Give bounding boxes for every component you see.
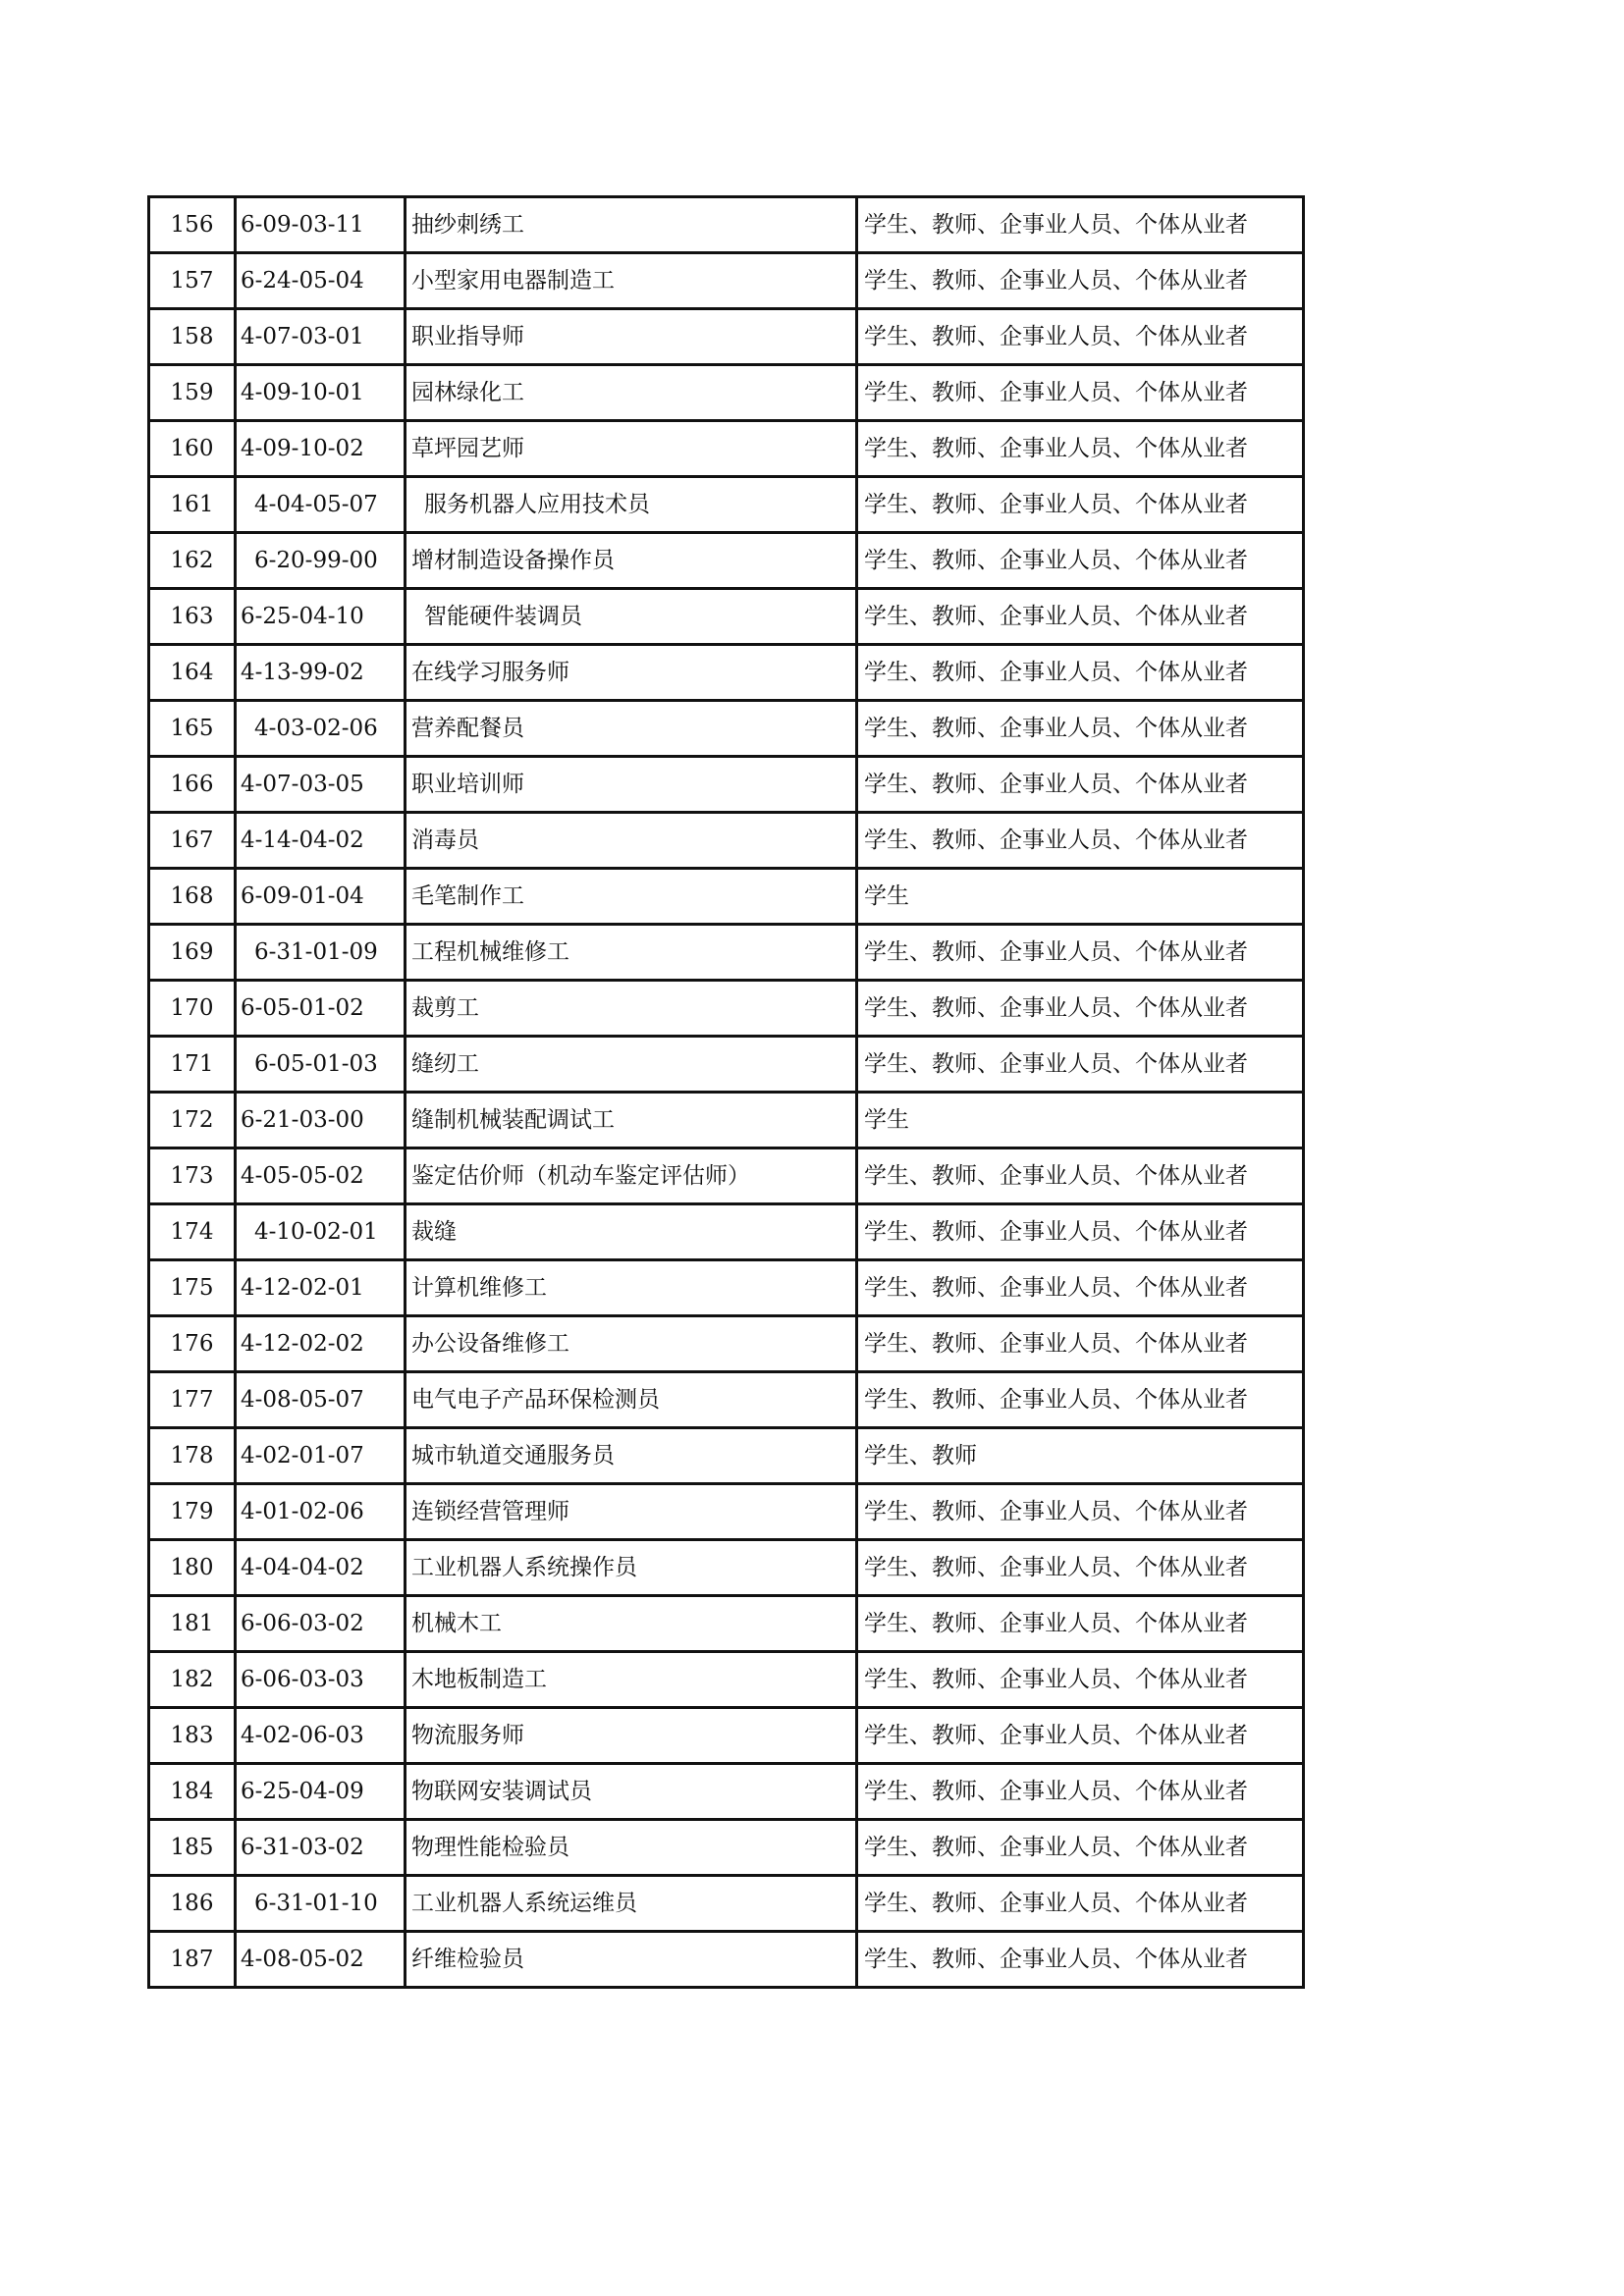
eligible-applicants: 学生、教师、企事业人员、个体从业者 bbox=[857, 1596, 1304, 1652]
occupation-code: 4-05-05-02 bbox=[236, 1148, 406, 1204]
occupation-name: 木地板制造工 bbox=[406, 1652, 857, 1708]
occupation-name: 鉴定估价师（机动车鉴定评估师） bbox=[406, 1148, 857, 1204]
table-row bbox=[149, 1204, 1304, 1260]
table-row bbox=[149, 645, 1304, 701]
occupation-name: 连锁经营管理师 bbox=[406, 1484, 857, 1540]
table-row bbox=[149, 477, 1304, 533]
row-number: 185 bbox=[149, 1820, 236, 1876]
occupation-name: 毛笔制作工 bbox=[406, 869, 857, 925]
occupation-code: 6-06-03-02 bbox=[236, 1596, 406, 1652]
occupation-name: 机械木工 bbox=[406, 1596, 857, 1652]
occupation-code: 4-07-03-05 bbox=[236, 757, 406, 813]
occupation-name: 小型家用电器制造工 bbox=[406, 253, 857, 309]
row-number: 174 bbox=[149, 1204, 236, 1260]
occupation-name: 抽纱刺绣工 bbox=[406, 197, 857, 253]
row-number: 172 bbox=[149, 1093, 236, 1148]
eligible-applicants: 学生、教师、企事业人员、个体从业者 bbox=[857, 1876, 1304, 1932]
occupation-code: 6-31-01-09 bbox=[236, 925, 406, 981]
eligible-applicants: 学生、教师、企事业人员、个体从业者 bbox=[857, 701, 1304, 757]
row-number: 165 bbox=[149, 701, 236, 757]
row-number: 160 bbox=[149, 421, 236, 477]
eligible-applicants: 学生、教师、企事业人员、个体从业者 bbox=[857, 1708, 1304, 1764]
row-number: 181 bbox=[149, 1596, 236, 1652]
table-row bbox=[149, 1820, 1304, 1876]
row-number: 159 bbox=[149, 365, 236, 421]
eligible-applicants: 学生、教师、企事业人员、个体从业者 bbox=[857, 1372, 1304, 1428]
eligible-applicants: 学生、教师、企事业人员、个体从业者 bbox=[857, 757, 1304, 813]
eligible-applicants: 学生、教师、企事业人员、个体从业者 bbox=[857, 253, 1304, 309]
eligible-applicants: 学生、教师、企事业人员、个体从业者 bbox=[857, 813, 1304, 869]
table-row bbox=[149, 1093, 1304, 1148]
occupation-code: 6-20-99-00 bbox=[236, 533, 406, 589]
occupation-name: 消毒员 bbox=[406, 813, 857, 869]
row-number: 169 bbox=[149, 925, 236, 981]
table-row bbox=[149, 1764, 1304, 1820]
table-row bbox=[149, 1540, 1304, 1596]
occupation-name: 缝纫工 bbox=[406, 1037, 857, 1093]
table-row bbox=[149, 365, 1304, 421]
eligible-applicants: 学生、教师、企事业人员、个体从业者 bbox=[857, 421, 1304, 477]
occupation-name: 营养配餐员 bbox=[406, 701, 857, 757]
row-number: 183 bbox=[149, 1708, 236, 1764]
occupation-code: 4-14-04-02 bbox=[236, 813, 406, 869]
table-row bbox=[149, 1932, 1304, 1988]
row-number: 161 bbox=[149, 477, 236, 533]
row-number: 170 bbox=[149, 981, 236, 1037]
row-number: 171 bbox=[149, 1037, 236, 1093]
table-row bbox=[149, 757, 1304, 813]
table-row bbox=[149, 197, 1304, 253]
table-row bbox=[149, 1260, 1304, 1316]
eligible-applicants: 学生、教师、企事业人员、个体从业者 bbox=[857, 1932, 1304, 1988]
table-row bbox=[149, 981, 1304, 1037]
row-number: 163 bbox=[149, 589, 236, 645]
occupation-name: 工程机械维修工 bbox=[406, 925, 857, 981]
occupation-name: 草坪园艺师 bbox=[406, 421, 857, 477]
occupation-code: 4-04-04-02 bbox=[236, 1540, 406, 1596]
row-number: 162 bbox=[149, 533, 236, 589]
occupation-code: 6-25-04-10 bbox=[236, 589, 406, 645]
row-number: 157 bbox=[149, 253, 236, 309]
occupation-table bbox=[147, 195, 1305, 1989]
occupation-name: 电气电子产品环保检测员 bbox=[406, 1372, 857, 1428]
eligible-applicants: 学生、教师、企事业人员、个体从业者 bbox=[857, 1652, 1304, 1708]
occupation-code: 6-09-01-04 bbox=[236, 869, 406, 925]
row-number: 179 bbox=[149, 1484, 236, 1540]
table-row bbox=[149, 701, 1304, 757]
table-row bbox=[149, 1372, 1304, 1428]
eligible-applicants: 学生、教师、企事业人员、个体从业者 bbox=[857, 1148, 1304, 1204]
occupation-name: 园林绿化工 bbox=[406, 365, 857, 421]
table-row bbox=[149, 1876, 1304, 1932]
eligible-applicants: 学生、教师、企事业人员、个体从业者 bbox=[857, 645, 1304, 701]
occupation-name: 物理性能检验员 bbox=[406, 1820, 857, 1876]
row-number: 186 bbox=[149, 1876, 236, 1932]
eligible-applicants: 学生 bbox=[857, 869, 1304, 925]
eligible-applicants: 学生、教师、企事业人员、个体从业者 bbox=[857, 309, 1304, 365]
row-number: 175 bbox=[149, 1260, 236, 1316]
table-row bbox=[149, 1484, 1304, 1540]
table-row bbox=[149, 1652, 1304, 1708]
eligible-applicants: 学生、教师 bbox=[857, 1428, 1304, 1484]
occupation-code: 6-09-03-11 bbox=[236, 197, 406, 253]
occupation-code: 4-09-10-02 bbox=[236, 421, 406, 477]
eligible-applicants: 学生、教师、企事业人员、个体从业者 bbox=[857, 1260, 1304, 1316]
occupation-name: 在线学习服务师 bbox=[406, 645, 857, 701]
occupation-name: 增材制造设备操作员 bbox=[406, 533, 857, 589]
row-number: 166 bbox=[149, 757, 236, 813]
row-number: 176 bbox=[149, 1316, 236, 1372]
eligible-applicants: 学生、教师、企事业人员、个体从业者 bbox=[857, 1204, 1304, 1260]
table-row bbox=[149, 1316, 1304, 1372]
row-number: 164 bbox=[149, 645, 236, 701]
eligible-applicants: 学生、教师、企事业人员、个体从业者 bbox=[857, 1764, 1304, 1820]
eligible-applicants: 学生、教师、企事业人员、个体从业者 bbox=[857, 1484, 1304, 1540]
eligible-applicants: 学生、教师、企事业人员、个体从业者 bbox=[857, 1820, 1304, 1876]
occupation-code: 4-10-02-01 bbox=[236, 1204, 406, 1260]
occupation-name: 计算机维修工 bbox=[406, 1260, 857, 1316]
eligible-applicants: 学生、教师、企事业人员、个体从业者 bbox=[857, 1037, 1304, 1093]
row-number: 182 bbox=[149, 1652, 236, 1708]
occupation-code: 4-08-05-02 bbox=[236, 1932, 406, 1988]
occupation-code: 6-31-01-10 bbox=[236, 1876, 406, 1932]
occupation-name: 办公设备维修工 bbox=[406, 1316, 857, 1372]
table-row bbox=[149, 253, 1304, 309]
eligible-applicants: 学生、教师、企事业人员、个体从业者 bbox=[857, 981, 1304, 1037]
occupation-code: 4-02-01-07 bbox=[236, 1428, 406, 1484]
table-row bbox=[149, 813, 1304, 869]
eligible-applicants: 学生、教师、企事业人员、个体从业者 bbox=[857, 365, 1304, 421]
table-row bbox=[149, 1037, 1304, 1093]
occupation-code: 6-24-05-04 bbox=[236, 253, 406, 309]
eligible-applicants: 学生、教师、企事业人员、个体从业者 bbox=[857, 533, 1304, 589]
occupation-name: 服务机器人应用技术员 bbox=[406, 477, 857, 533]
row-number: 167 bbox=[149, 813, 236, 869]
eligible-applicants: 学生、教师、企事业人员、个体从业者 bbox=[857, 1316, 1304, 1372]
table-row bbox=[149, 309, 1304, 365]
occupation-name: 职业指导师 bbox=[406, 309, 857, 365]
row-number: 177 bbox=[149, 1372, 236, 1428]
occupation-name: 职业培训师 bbox=[406, 757, 857, 813]
occupation-code: 6-31-03-02 bbox=[236, 1820, 406, 1876]
occupation-name: 物联网安装调试员 bbox=[406, 1764, 857, 1820]
row-number: 180 bbox=[149, 1540, 236, 1596]
eligible-applicants: 学生、教师、企事业人员、个体从业者 bbox=[857, 1540, 1304, 1596]
table-row bbox=[149, 869, 1304, 925]
table-row bbox=[149, 925, 1304, 981]
occupation-name: 工业机器人系统操作员 bbox=[406, 1540, 857, 1596]
row-number: 156 bbox=[149, 197, 236, 253]
occupation-name: 物流服务师 bbox=[406, 1708, 857, 1764]
occupation-code: 4-02-06-03 bbox=[236, 1708, 406, 1764]
occupation-table-body bbox=[149, 197, 1304, 1988]
occupation-name: 城市轨道交通服务员 bbox=[406, 1428, 857, 1484]
occupation-code: 4-08-05-07 bbox=[236, 1372, 406, 1428]
table-row bbox=[149, 533, 1304, 589]
occupation-code: 4-03-02-06 bbox=[236, 701, 406, 757]
table-row bbox=[149, 421, 1304, 477]
occupation-code: 4-04-05-07 bbox=[236, 477, 406, 533]
row-number: 187 bbox=[149, 1932, 236, 1988]
eligible-applicants: 学生、教师、企事业人员、个体从业者 bbox=[857, 477, 1304, 533]
occupation-code: 4-01-02-06 bbox=[236, 1484, 406, 1540]
row-number: 173 bbox=[149, 1148, 236, 1204]
occupation-code: 4-07-03-01 bbox=[236, 309, 406, 365]
occupation-code: 6-05-01-02 bbox=[236, 981, 406, 1037]
table-row bbox=[149, 1708, 1304, 1764]
occupation-name: 裁剪工 bbox=[406, 981, 857, 1037]
table-row bbox=[149, 589, 1304, 645]
occupation-code: 6-25-04-09 bbox=[236, 1764, 406, 1820]
occupation-name: 智能硬件装调员 bbox=[406, 589, 857, 645]
table-row bbox=[149, 1428, 1304, 1484]
eligible-applicants: 学生、教师、企事业人员、个体从业者 bbox=[857, 589, 1304, 645]
row-number: 184 bbox=[149, 1764, 236, 1820]
occupation-code: 6-06-03-03 bbox=[236, 1652, 406, 1708]
eligible-applicants: 学生、教师、企事业人员、个体从业者 bbox=[857, 925, 1304, 981]
table-row bbox=[149, 1148, 1304, 1204]
eligible-applicants: 学生 bbox=[857, 1093, 1304, 1148]
occupation-code: 4-13-99-02 bbox=[236, 645, 406, 701]
occupation-name: 纤维检验员 bbox=[406, 1932, 857, 1988]
occupation-code: 4-09-10-01 bbox=[236, 365, 406, 421]
occupation-name: 缝制机械装配调试工 bbox=[406, 1093, 857, 1148]
occupation-code: 4-12-02-02 bbox=[236, 1316, 406, 1372]
row-number: 168 bbox=[149, 869, 236, 925]
eligible-applicants: 学生、教师、企事业人员、个体从业者 bbox=[857, 197, 1304, 253]
occupation-code: 4-12-02-01 bbox=[236, 1260, 406, 1316]
table-row bbox=[149, 1596, 1304, 1652]
row-number: 178 bbox=[149, 1428, 236, 1484]
occupation-name: 工业机器人系统运维员 bbox=[406, 1876, 857, 1932]
occupation-code: 6-05-01-03 bbox=[236, 1037, 406, 1093]
occupation-code: 6-21-03-00 bbox=[236, 1093, 406, 1148]
row-number: 158 bbox=[149, 309, 236, 365]
occupation-name: 裁缝 bbox=[406, 1204, 857, 1260]
